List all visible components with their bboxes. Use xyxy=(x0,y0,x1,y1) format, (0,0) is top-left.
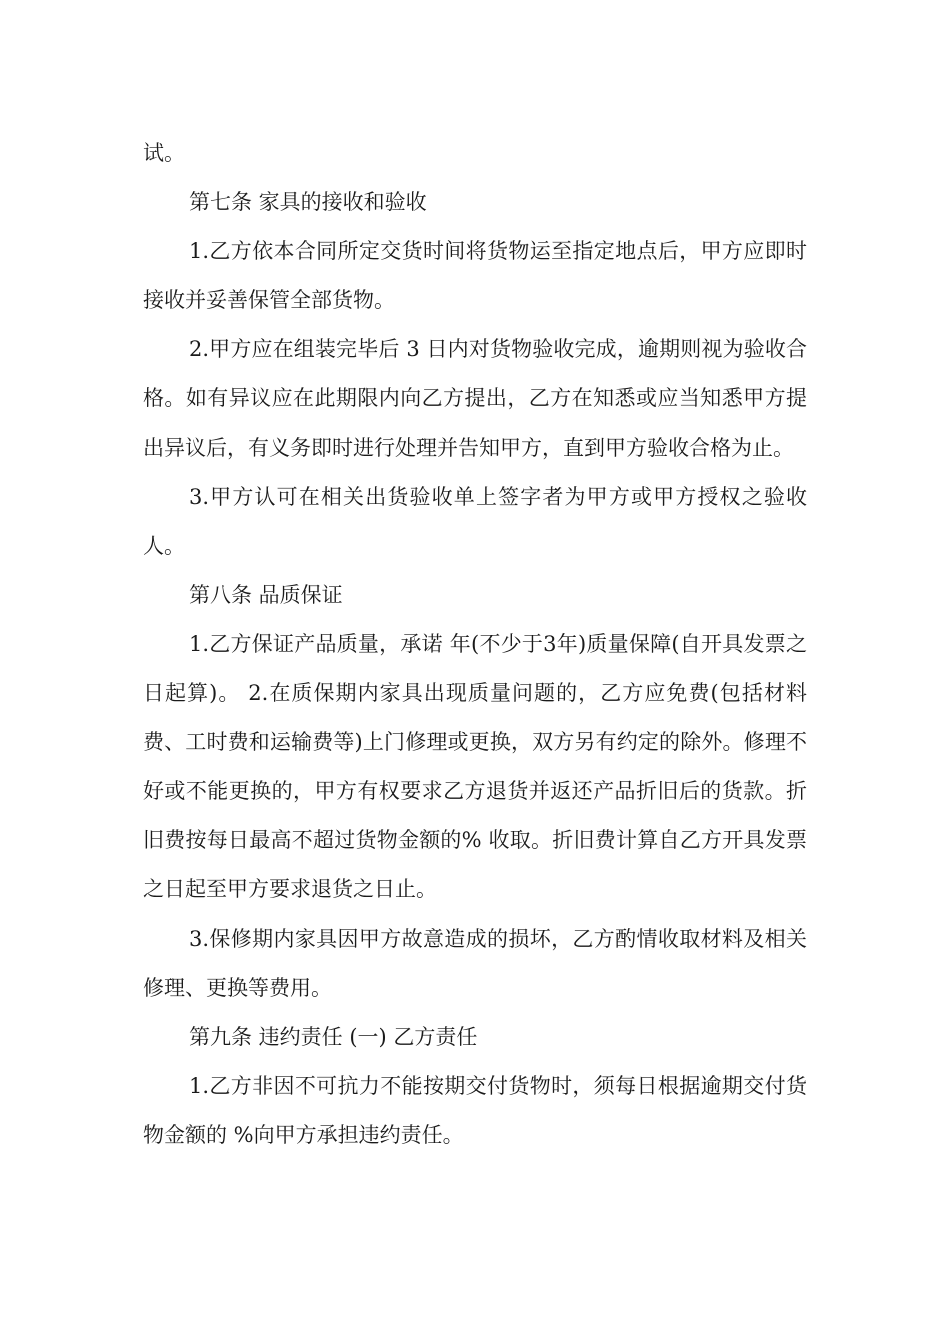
article-7-clause-3: 3.甲方认可在相关出货验收单上签字者为甲方或甲方授权之验收人。 xyxy=(143,484,807,558)
article-7-clause-1: 1.乙方依本合同所定交货时间将货物运至指定地点后，甲方应即时接收并妥善保管全部货物。 xyxy=(143,239,807,313)
article-7-heading: 第七条 家具的接收和验收 xyxy=(189,190,427,215)
article-9-heading: 第九条 违约责任 (一) 乙方责任 xyxy=(189,1024,478,1049)
article-8-heading: 第八条 品质保证 xyxy=(189,582,343,607)
article-8-clause-3: 3.保修期内家具因甲方故意造成的损坏，乙方酌情收取材料及相关修理、更换等费用。 xyxy=(143,926,807,1000)
paragraph-continuation: 试。 xyxy=(143,141,185,165)
article-9-clause-1: 1.乙方非因不可抗力不能按期交付货物时，须每日根据逾期交付货物金额的 %向甲方承担违约责任。 xyxy=(143,1073,807,1147)
article-7-clause-2: 2.甲方应在组装完毕后 3 日内对货物验收完成，逾期则视为验收合格。如有异议应在此期限内向乙方提出，乙方在知悉或应当知悉甲方提出异议后，有义务即时进行处理并告知甲方，直到甲方验收合格为止。 xyxy=(143,337,807,460)
article-8-clause-1-2: 1.乙方保证产品质量，承诺 年(不少于3年)质量保障(自开具发票之日起算)。 2.在质保期内家具出现质量问题的，乙方应免费(包括材料费、工时费和运输费等)上门修理或更换，双方另有约定的除外。修理不好或不能更换的，甲方有权要求乙方退货并返还产品折旧后的货款。折旧费按每日最高不超过货物金额的% 收取。折旧费计算自乙方开具发票之日起至甲方要求退货之日止。 xyxy=(143,631,807,902)
contract-body xyxy=(143,129,807,1160)
